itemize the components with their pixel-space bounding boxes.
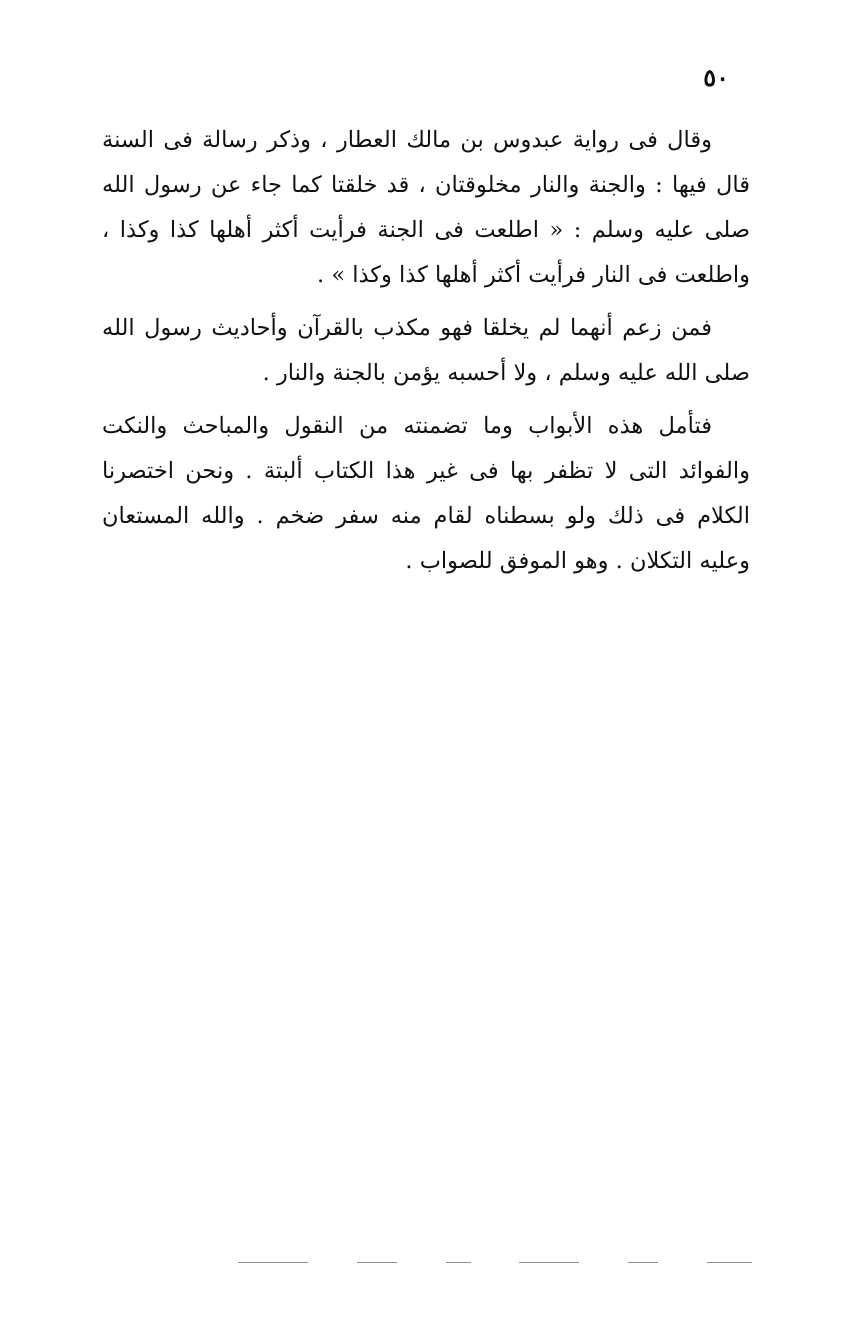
paragraph-denial: فمن زعم أنهما لم يخلقا فهو مكذب بالقرآن وأحاديث رسول الله صلى الله عليه وسلم ، ولا أحسبه يؤمن بالجنة والنار . bbox=[102, 315, 750, 386]
paragraph-conclusion: فتأمل هذه الأبواب وما تضمنته من النقول والمباحث والنكت والفوائد التى لا تظفر بها فى غير هذا الكتاب ألبتة . ونحن اختصرنا الكلام فى ذلك ولو بسطناه لقام منه سفر ضخم . والله المستعان وعليه التكلان . وهو الموفق للصواب . bbox=[102, 413, 750, 574]
page-number: ٥٠ bbox=[703, 63, 729, 92]
body-text bbox=[102, 118, 750, 584]
paragraph-narration: وقال فى رواية عبدوس بن مالك العطار ، وذكر رسالة فى السنة قال فيها : والجنة والنار مخلوقتان ، قد خلقتا كما جاء عن رسول الله صلى عليه وسلم : « اطلعت فى الجنة فرأيت أكثر أهلها كذا وكذا ، واطلعت فى النار فرأيت أكثر أهلها كذا وكذا » . bbox=[102, 127, 750, 288]
footer-scan-line bbox=[238, 1262, 752, 1264]
